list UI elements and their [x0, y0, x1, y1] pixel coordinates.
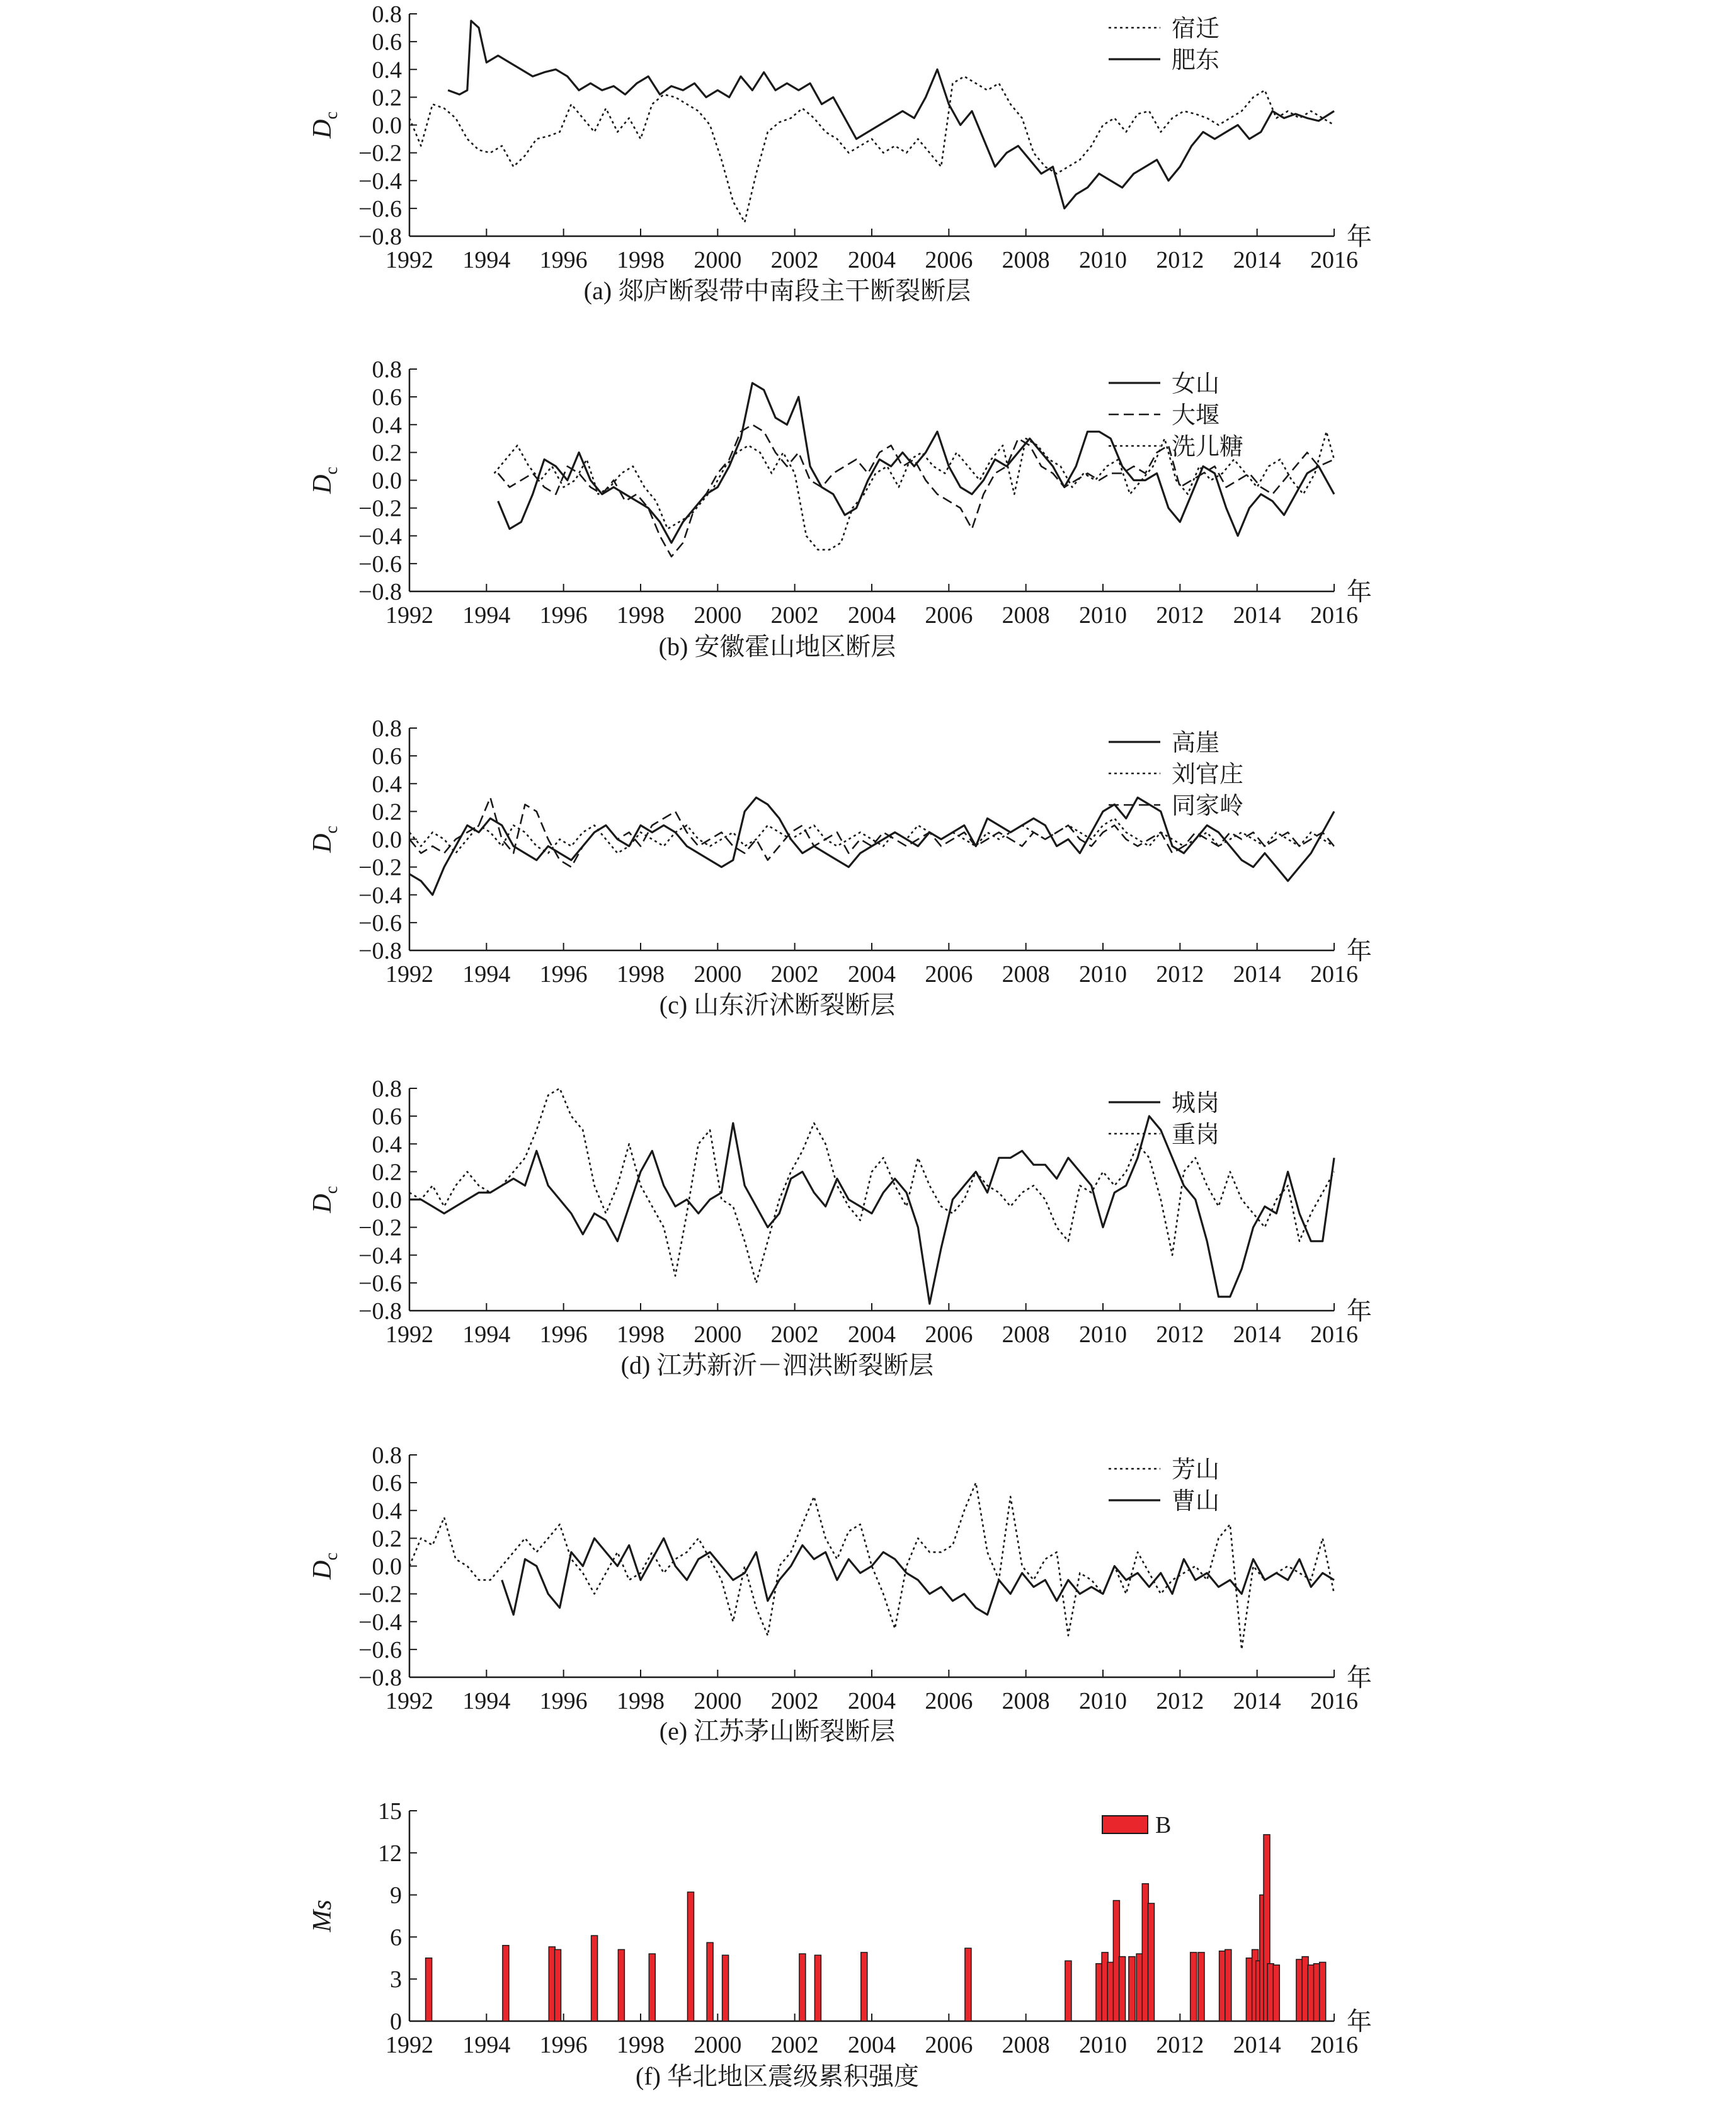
x-tick-label: 1994 — [462, 1688, 511, 1714]
y-axis-label — [308, 467, 341, 494]
x-tick-label: 1994 — [462, 2032, 511, 2058]
legend-label: 曹山 — [1172, 1488, 1220, 1515]
y-tick-label: −0.6 — [358, 195, 402, 222]
panel-caption: (a) 郯庐断裂带中南段主干断裂断层 — [583, 276, 971, 305]
panel-caption: (c) 山东沂沭断裂断层 — [659, 991, 896, 1019]
legend-label: 刘官庄 — [1172, 761, 1244, 788]
y-tick-label: 0.8 — [372, 715, 402, 742]
x-tick-label: 2010 — [1079, 2032, 1127, 2058]
y-tick-label: 0.6 — [372, 743, 402, 770]
x-tick-label: 2004 — [848, 1688, 896, 1714]
y-tick-label: −0.2 — [358, 854, 402, 881]
x-axis-label: 年 — [1347, 222, 1372, 251]
y-tick-label: 0.2 — [372, 1525, 402, 1553]
legend-label: 宿迁 — [1172, 16, 1220, 42]
x-tick-label: 2010 — [1079, 961, 1127, 988]
y-axis-label-sub: c — [322, 467, 341, 475]
panel-e — [308, 1442, 1372, 1745]
x-tick-label: 2014 — [1233, 247, 1281, 273]
y-tick-label: −0.6 — [358, 550, 402, 578]
panel-c — [308, 715, 1372, 1019]
y-axis-label-sub: c — [322, 1553, 341, 1561]
x-tick-label: 2002 — [770, 602, 819, 629]
x-tick-label: 1992 — [385, 961, 433, 988]
x-tick-label: 1996 — [539, 602, 588, 629]
legend-label: B — [1155, 1812, 1172, 1838]
x-tick-label: 2002 — [770, 1321, 819, 1348]
y-tick-label: −0.4 — [358, 1242, 402, 1269]
legend-label: 肥东 — [1172, 47, 1220, 74]
x-tick-label: 2002 — [770, 247, 819, 273]
panel-caption: (b) 安徽霍山地区断层 — [658, 632, 896, 661]
y-axis-label-sub: c — [322, 826, 341, 834]
y-axis-label-main: D — [308, 119, 337, 139]
x-tick-label: 2016 — [1310, 1321, 1358, 1348]
y-axis-label-sub: c — [322, 1186, 341, 1194]
bar — [503, 1946, 509, 2021]
bar — [649, 1954, 655, 2021]
legend-label: 高崖 — [1172, 730, 1220, 756]
y-tick-label: 0.6 — [372, 384, 402, 411]
y-tick-label: 0.2 — [372, 799, 402, 826]
y-tick-label: −0.6 — [358, 909, 402, 937]
bar — [1119, 1957, 1126, 2021]
panel-caption: (d) 江苏新沂－泗洪断裂断层 — [620, 1351, 934, 1379]
legend-label: 芳山 — [1172, 1457, 1220, 1483]
legend-label: 城岗 — [1172, 1090, 1220, 1117]
y-tick-label: 0.8 — [372, 356, 402, 383]
x-tick-label: 2004 — [848, 602, 896, 629]
y-tick-label: −0.4 — [358, 882, 402, 909]
y-tick-label: 0.8 — [372, 1442, 402, 1469]
series-line-刘官庄 — [409, 818, 1334, 853]
x-tick-label: 1992 — [385, 1688, 433, 1714]
x-tick-label: 2000 — [694, 247, 742, 273]
x-tick-label: 2006 — [925, 602, 973, 629]
y-tick-label: 3 — [390, 1966, 402, 1993]
x-tick-label: 2004 — [848, 2032, 896, 2058]
x-tick-label: 2006 — [925, 1321, 973, 1348]
legend-label: 重岗 — [1172, 1122, 1220, 1148]
y-tick-label: −0.2 — [358, 1581, 402, 1608]
x-tick-label: 2016 — [1310, 2032, 1358, 2058]
x-axis-label: 年 — [1347, 937, 1372, 965]
x-tick-label: 2000 — [694, 1688, 742, 1714]
bar — [799, 1954, 806, 2021]
y-tick-label: 0 — [390, 2009, 402, 2035]
x-tick-label: 2004 — [848, 961, 896, 988]
panel-b — [308, 356, 1372, 661]
y-tick-label: 9 — [390, 1882, 402, 1909]
y-tick-label: 0.0 — [372, 1187, 402, 1214]
x-tick-label: 1998 — [617, 247, 665, 273]
x-tick-label: 2010 — [1079, 602, 1127, 629]
x-tick-label: 2008 — [1002, 602, 1050, 629]
series-line-宿迁 — [409, 76, 1334, 222]
bar — [591, 1935, 598, 2021]
x-tick-label: 2016 — [1310, 247, 1358, 273]
x-tick-label: 2002 — [770, 961, 819, 988]
bar — [688, 1892, 694, 2021]
bar — [1191, 1952, 1197, 2021]
y-axis-label-main: D — [308, 1560, 337, 1580]
bar — [618, 1949, 624, 2021]
x-tick-label: 2000 — [694, 1321, 742, 1348]
x-tick-label: 2010 — [1079, 247, 1127, 273]
x-tick-label: 2012 — [1156, 1688, 1204, 1714]
x-tick-label: 2002 — [770, 2032, 819, 2058]
y-axis-label — [308, 1553, 341, 1580]
x-axis-label: 年 — [1347, 1297, 1372, 1325]
x-tick-label: 1996 — [539, 961, 588, 988]
x-tick-label: 2014 — [1233, 602, 1281, 629]
panel-f — [308, 1798, 1372, 2090]
x-axis-label: 年 — [1347, 578, 1372, 606]
x-tick-label: 2008 — [1002, 247, 1050, 273]
x-tick-label: 1994 — [462, 247, 511, 273]
y-axis-label-main: D — [308, 474, 337, 494]
bar — [707, 1942, 713, 2021]
x-tick-label: 2016 — [1310, 961, 1358, 988]
x-tick-label: 2014 — [1233, 1688, 1281, 1714]
y-tick-label: 0.4 — [372, 771, 402, 798]
bar — [1198, 1952, 1204, 2021]
x-tick-label: 2006 — [925, 961, 973, 988]
x-tick-label: 2000 — [694, 2032, 742, 2058]
y-axis-label-main: D — [308, 1194, 337, 1213]
y-tick-label: 0.4 — [372, 57, 402, 84]
bar — [555, 1949, 561, 2021]
x-tick-label: 1998 — [617, 961, 665, 988]
x-tick-label: 2006 — [925, 1688, 973, 1714]
x-tick-label: 2000 — [694, 961, 742, 988]
bar — [1273, 1965, 1279, 2021]
y-axis-label-sub: c — [322, 111, 341, 120]
bar — [814, 1955, 821, 2021]
bar — [965, 1948, 971, 2021]
x-tick-label: 2014 — [1233, 961, 1281, 988]
y-tick-label: 0.8 — [372, 1076, 402, 1102]
bar — [1320, 1963, 1326, 2022]
x-tick-label: 1992 — [385, 602, 433, 629]
y-tick-label: 0.2 — [372, 1159, 402, 1186]
y-tick-label: 0.4 — [372, 1131, 402, 1158]
legend-label: 同家岭 — [1172, 793, 1244, 819]
x-tick-label: 2000 — [694, 602, 742, 629]
x-tick-label: 1994 — [462, 602, 511, 629]
x-tick-label: 2010 — [1079, 1688, 1127, 1714]
y-tick-label: −0.8 — [358, 224, 402, 250]
y-tick-label: −0.6 — [358, 1270, 402, 1297]
x-tick-label: 1998 — [617, 2032, 665, 2058]
x-tick-label: 1992 — [385, 247, 433, 273]
x-tick-label: 2004 — [848, 247, 896, 273]
x-tick-label: 1998 — [617, 1321, 665, 1348]
y-axis-label-main: Ms — [308, 1900, 337, 1932]
x-axis-label: 年 — [1347, 2007, 1372, 2036]
bar — [1225, 1949, 1231, 2021]
bar — [1065, 1961, 1071, 2021]
legend-label: 女山 — [1172, 371, 1220, 397]
x-tick-label: 2014 — [1233, 2032, 1281, 2058]
x-tick-label: 2012 — [1156, 961, 1204, 988]
y-tick-label: 0.6 — [372, 1470, 402, 1497]
y-tick-label: −0.4 — [358, 523, 402, 550]
y-axis-label — [308, 1900, 337, 1932]
x-tick-label: 2008 — [1002, 961, 1050, 988]
x-tick-label: 2012 — [1156, 1321, 1204, 1348]
y-tick-label: −0.8 — [358, 938, 402, 964]
x-tick-label: 2010 — [1079, 1321, 1127, 1348]
bar — [722, 1955, 729, 2021]
bar — [426, 1958, 432, 2021]
x-tick-label: 1992 — [385, 1321, 433, 1348]
x-tick-label: 2012 — [1156, 2032, 1204, 2058]
x-tick-label: 2006 — [925, 247, 973, 273]
x-tick-label: 2014 — [1233, 1321, 1281, 1348]
x-tick-label: 1998 — [617, 602, 665, 629]
legend-label: 大堰 — [1172, 402, 1220, 429]
y-tick-label: −0.4 — [358, 168, 402, 195]
y-axis-label — [308, 111, 341, 139]
y-tick-label: 0.2 — [372, 84, 402, 111]
y-tick-label: 0.0 — [372, 1553, 402, 1580]
y-tick-label: 0.4 — [372, 1498, 402, 1525]
bar — [861, 1952, 867, 2021]
x-tick-label: 2016 — [1310, 1688, 1358, 1714]
y-tick-label: 0.8 — [372, 1, 402, 28]
x-tick-label: 1996 — [539, 1321, 588, 1348]
y-tick-label: −0.2 — [358, 140, 402, 167]
y-tick-label: 12 — [378, 1840, 402, 1867]
x-tick-label: 2008 — [1002, 1321, 1050, 1348]
y-tick-label: −0.6 — [358, 1636, 402, 1663]
legend-swatch — [1102, 1816, 1148, 1833]
x-tick-label: 1996 — [539, 247, 588, 273]
x-tick-label: 1994 — [462, 961, 511, 988]
x-tick-label: 2006 — [925, 2032, 973, 2058]
x-tick-label: 2012 — [1156, 247, 1204, 273]
panel-a — [308, 1, 1372, 305]
y-tick-label: 0.4 — [372, 412, 402, 439]
bar — [1148, 1903, 1155, 2021]
x-axis-label: 年 — [1347, 1663, 1372, 1692]
y-tick-label: 6 — [390, 1924, 402, 1951]
x-tick-label: 2012 — [1156, 602, 1204, 629]
x-tick-label: 1992 — [385, 2032, 433, 2058]
x-tick-label: 1996 — [539, 2032, 588, 2058]
panel-caption: (f) 华北地区震级累积强度 — [636, 2062, 919, 2090]
y-tick-label: −0.2 — [358, 1214, 402, 1241]
y-tick-label: −0.2 — [358, 495, 402, 522]
x-tick-label: 2004 — [848, 1321, 896, 1348]
y-tick-label: −0.8 — [358, 1298, 402, 1325]
panel-d — [308, 1076, 1372, 1379]
y-axis-label — [308, 826, 341, 853]
legend-label: 洗儿糖 — [1172, 434, 1244, 460]
y-tick-label: 15 — [378, 1798, 402, 1825]
y-tick-label: −0.8 — [358, 1665, 402, 1691]
x-tick-label: 1996 — [539, 1688, 588, 1714]
y-tick-label: 0.6 — [372, 1103, 402, 1131]
y-tick-label: −0.8 — [358, 579, 402, 605]
x-tick-label: 2016 — [1310, 602, 1358, 629]
x-tick-label: 1998 — [617, 1688, 665, 1714]
y-tick-label: 0.0 — [372, 112, 402, 139]
y-axis-label — [308, 1186, 341, 1214]
y-axis-label-main: D — [308, 833, 337, 853]
x-tick-label: 2002 — [770, 1688, 819, 1714]
y-tick-label: 0.0 — [372, 826, 402, 853]
y-tick-label: 0.0 — [372, 467, 402, 494]
x-tick-label: 2008 — [1002, 1688, 1050, 1714]
panel-caption: (e) 江苏茅山断裂断层 — [659, 1717, 896, 1745]
bar — [1129, 1957, 1135, 2021]
x-tick-label: 1994 — [462, 1321, 511, 1348]
series-line-曹山 — [502, 1538, 1334, 1614]
y-tick-label: 0.2 — [372, 440, 402, 467]
x-tick-label: 2008 — [1002, 2032, 1050, 2058]
y-tick-label: −0.4 — [358, 1609, 402, 1636]
y-tick-label: 0.6 — [372, 29, 402, 56]
